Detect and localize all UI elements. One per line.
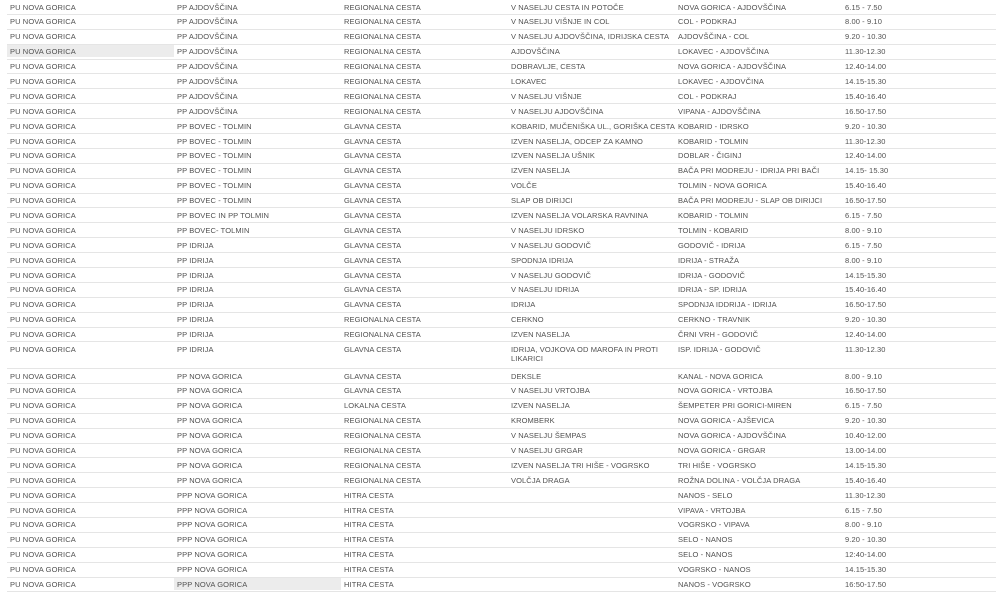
cell-police-station[interactable]: PP NOVA GORICA	[177, 386, 243, 396]
table-row	[7, 429, 996, 444]
cell-time-range[interactable]: 16.50-17.50	[845, 300, 887, 310]
cell-police-station[interactable]: PP IDRIJA	[177, 315, 214, 325]
cell-police-station[interactable]: PP AJDOVŠČINA	[177, 62, 238, 72]
cell-time-range[interactable]: 12:40-14.00	[845, 550, 887, 560]
cell-road-section[interactable]: GODOVIČ - IDRIJA	[678, 240, 746, 250]
cell-road-type[interactable]: REGIONALNA CESTA	[344, 47, 421, 57]
cell-police-directorate[interactable]: PU NOVA GORICA	[10, 196, 76, 206]
table-row	[7, 164, 996, 179]
cell-location[interactable]	[508, 488, 675, 491]
cell-police-station[interactable]: PP BOVEC - TOLMIN	[177, 196, 252, 206]
cell-time-range[interactable]: 6.15 - 7.50	[845, 505, 882, 515]
cell-time-range[interactable]: 16.50-17.50	[845, 386, 887, 396]
cell-police-directorate[interactable]: PU NOVA GORICA	[10, 136, 76, 146]
cell-location[interactable]: IZVEN NASELJA VOLARSKA RAVNINA	[511, 210, 649, 220]
cell-police-station[interactable]: PP BOVEC - TOLMIN	[177, 136, 252, 146]
cell-police-directorate[interactable]: PU NOVA GORICA	[10, 285, 76, 295]
table-row	[7, 208, 996, 223]
cell-road-section[interactable]: VIPAVA - VRTOJBA	[678, 505, 746, 515]
cell-police-station[interactable]: PP IDRIJA	[177, 330, 214, 340]
cell-road-type[interactable]: REGIONALNA CESTA	[344, 106, 421, 116]
table-row	[7, 342, 996, 369]
cell-police-station[interactable]: PP IDRIJA	[177, 270, 214, 280]
cell-time-range[interactable]: 13.00-14.00	[845, 446, 887, 456]
cell-road-type[interactable]: REGIONALNA CESTA	[344, 315, 421, 325]
cell-road-type[interactable]: HITRA CESTA	[344, 490, 394, 500]
table-row	[7, 268, 996, 283]
cell-police-directorate[interactable]: PU NOVA GORICA	[10, 386, 76, 396]
cell-road-section[interactable]: NOVA GORICA - GRGAR	[678, 446, 766, 456]
cell-road-type[interactable]: LOKALNA CESTA	[344, 401, 407, 411]
cell-road-section[interactable]: SPODNJA IDDRIJA - IDRIJA	[678, 300, 777, 310]
table-row	[7, 45, 996, 60]
cell-police-station[interactable]: PPP NOVA GORICA	[177, 490, 248, 500]
cell-road-section[interactable]: KANAL - NOVA GORICA	[678, 371, 763, 381]
cell-road-type[interactable]: GLAVNA CESTA	[344, 225, 402, 235]
cell-road-type[interactable]: REGIONALNA CESTA	[344, 76, 421, 86]
cell-time-range[interactable]: 16:50-17.50	[845, 580, 887, 590]
cell-road-type[interactable]: HITRA CESTA	[344, 535, 394, 545]
cell-location[interactable]: SLAP OB DIRIJCI	[511, 196, 573, 206]
table-row	[7, 518, 996, 533]
cell-road-section[interactable]: NOVA GORICA - AJDOVŠČINA	[678, 2, 787, 12]
cell-police-station[interactable]: PP NOVA GORICA	[177, 475, 243, 485]
table-row	[7, 134, 996, 149]
cell-location[interactable]: V NASELJU ŠEMPAS	[511, 431, 587, 441]
table-row	[7, 548, 996, 563]
cell-road-section[interactable]: COL - PODKRAJ	[678, 17, 737, 27]
cell-police-station[interactable]: PP NOVA GORICA	[177, 416, 243, 426]
cell-road-type[interactable]: GLAVNA CESTA	[344, 166, 402, 176]
cell-police-directorate[interactable]: PU NOVA GORICA	[10, 401, 76, 411]
cell-location[interactable]: VOLČE	[511, 181, 537, 191]
cell-road-section[interactable]: LOKAVEC - AJDOVŠČINA	[678, 47, 770, 57]
cell-police-station[interactable]: PPP NOVA GORICA	[177, 520, 248, 530]
cell-road-section[interactable]: ROŽNA DOLINA - VOLČJA DRAGA	[678, 475, 801, 485]
cell-police-directorate[interactable]: PU NOVA GORICA	[10, 2, 76, 12]
cell-time-range[interactable]: 8.00 - 9.10	[845, 371, 882, 381]
table-row	[7, 444, 996, 459]
cell-location[interactable]: V NASELJU AJDOVŠČINA, IDRIJSKA CESTA	[511, 32, 670, 42]
cell-police-station[interactable]: PP IDRIJA	[177, 240, 214, 250]
cell-police-station[interactable]: PP AJDOVŠČINA	[177, 32, 238, 42]
cell-road-type[interactable]: HITRA CESTA	[344, 520, 394, 530]
cell-police-directorate[interactable]: PU NOVA GORICA	[10, 446, 76, 456]
table-row	[7, 503, 996, 518]
cell-road-section[interactable]: LOKAVEC - AJDOVČINA	[678, 76, 764, 86]
cell-road-type[interactable]: GLAVNA CESTA	[344, 270, 402, 280]
cell-location[interactable]: AJDOVŠČINA	[511, 47, 560, 57]
table-row	[7, 313, 996, 328]
table-row	[7, 533, 996, 548]
cell-time-range[interactable]: 11.30-12.30	[845, 136, 886, 146]
cell-time-range[interactable]: 8.00 - 9.10	[845, 520, 882, 530]
cell-road-section[interactable]: ISP. IDRIJA - GODOVIČ	[678, 344, 761, 354]
cell-time-range[interactable]: 15.40-16.40	[845, 181, 887, 191]
cell-time-range[interactable]: 14.15-15.30	[845, 76, 887, 86]
cell-road-type[interactable]: REGIONALNA CESTA	[344, 460, 421, 470]
cell-road-type[interactable]: GLAVNA CESTA	[344, 371, 402, 381]
cell-police-station[interactable]: PP BOVEC - TOLMIN	[177, 121, 252, 131]
cell-time-range[interactable]: 9.20 - 10.30	[845, 315, 887, 325]
cell-location[interactable]	[508, 503, 675, 506]
cell-time-range[interactable]: 16.50-17.50	[845, 106, 887, 116]
cell-location[interactable]: KOBARID, MUČENIŠKA UL., GORIŠKA CESTA	[511, 121, 676, 131]
cell-location[interactable]: V NASELJU GODOVIČ	[511, 240, 592, 250]
cell-location[interactable]: DEKSLE	[511, 371, 542, 381]
cell-location[interactable]: IZVEN NASELJA, ODCEP ZA KAMNO	[511, 136, 643, 146]
cell-road-type[interactable]: GLAVNA CESTA	[344, 181, 402, 191]
cell-police-station[interactable]: PP BOVEC- TOLMIN	[177, 225, 250, 235]
cell-road-section[interactable]: IDRIJA - GODOVIČ	[678, 270, 746, 280]
cell-road-type[interactable]: GLAVNA CESTA	[344, 255, 402, 265]
table-row	[7, 578, 996, 593]
cell-road-section[interactable]: NOVA GORICA - AJDOVŠČINA	[678, 431, 787, 441]
cell-time-range[interactable]: 6.15 - 7.50	[845, 401, 882, 411]
cell-time-range[interactable]: 14.15-15.30	[845, 460, 887, 470]
table-row	[7, 298, 996, 313]
cell-location[interactable]: V NASELJU VIŠNJE	[511, 91, 582, 101]
cell-road-type[interactable]: REGIONALNA CESTA	[344, 32, 421, 42]
table-row	[7, 473, 996, 488]
cell-time-range[interactable]: 11.30-12.30	[845, 47, 886, 57]
cell-location[interactable]: IZVEN NASELJA UŠNIK	[511, 151, 596, 161]
cell-road-section[interactable]: NOVA GORICA - AJDOVŠČINA	[678, 62, 787, 72]
cell-police-station[interactable]: PP AJDOVŠČINA	[177, 47, 238, 57]
cell-road-type[interactable]: GLAVNA CESTA	[344, 386, 402, 396]
cell-time-range[interactable]: 15.40-16.40	[845, 91, 887, 101]
speed-control-table	[7, 0, 996, 592]
cell-time-range[interactable]: 12.40-14.00	[845, 330, 887, 340]
cell-police-station[interactable]: PP BOVEC - TOLMIN	[177, 166, 252, 176]
cell-location[interactable]: IZVEN NASELJA	[511, 330, 570, 340]
cell-police-directorate[interactable]: PU NOVA GORICA	[10, 505, 76, 515]
cell-road-section[interactable]: TRI HIŠE - VOGRSKO	[678, 460, 757, 470]
cell-police-station[interactable]: PPP NOVA GORICA	[177, 505, 248, 515]
cell-road-section[interactable]: CERKNO - TRAVNIK	[678, 315, 751, 325]
cell-road-section[interactable]: IDRIJA - STRAŽA	[678, 255, 740, 265]
cell-time-range[interactable]: 9.20 - 10.30	[845, 535, 887, 545]
cell-time-range[interactable]: 16.50-17.50	[845, 196, 887, 206]
table-row	[7, 15, 996, 30]
cell-police-directorate[interactable]: PU NOVA GORICA	[10, 330, 76, 340]
cell-police-directorate[interactable]: PU NOVA GORICA	[10, 535, 76, 545]
cell-police-directorate[interactable]: PU NOVA GORICA	[10, 62, 76, 72]
cell-police-directorate[interactable]: PU NOVA GORICA	[10, 565, 76, 575]
cell-road-type[interactable]: REGIONALNA CESTA	[344, 91, 421, 101]
cell-police-directorate[interactable]: PU NOVA GORICA	[10, 431, 76, 441]
table-row	[7, 60, 996, 75]
cell-location[interactable]: VOLČJA DRAGA	[511, 475, 570, 485]
cell-time-range[interactable]: 6.15 - 7.50	[845, 2, 882, 12]
cell-road-section[interactable]: SELO - NANOS	[678, 535, 733, 545]
cell-police-station[interactable]: PP NOVA GORICA	[177, 371, 243, 381]
cell-location[interactable]: IZVEN NASELJA TRI HIŠE - VOGRSKO	[511, 460, 650, 470]
cell-police-station[interactable]: PPP NOVA GORICA	[177, 565, 248, 575]
table-row	[7, 328, 996, 343]
cell-police-station[interactable]: PPP NOVA GORICA	[177, 535, 248, 545]
cell-road-type[interactable]: REGIONALNA CESTA	[344, 416, 421, 426]
cell-time-range[interactable]: 8.00 - 9.10	[845, 225, 882, 235]
cell-police-station[interactable]: PP NOVA GORICA	[177, 431, 243, 441]
cell-location[interactable]: V NASELJU GRGAR	[511, 446, 583, 456]
table-row	[7, 238, 996, 253]
cell-location[interactable]: LOKAVEC	[511, 76, 547, 86]
cell-road-section[interactable]: COL - PODKRAJ	[678, 91, 737, 101]
cell-police-directorate[interactable]: PU NOVA GORICA	[10, 255, 76, 265]
cell-police-directorate[interactable]: PU NOVA GORICA	[10, 460, 76, 470]
cell-road-type[interactable]: HITRA CESTA	[344, 580, 394, 590]
cell-police-station[interactable]: PP AJDOVŠČINA	[177, 106, 238, 116]
cell-road-section[interactable]: ČRNI VRH - GODOVIČ	[678, 330, 759, 340]
cell-location[interactable]: V NASELJU IDRIJA	[511, 285, 580, 295]
cell-police-station[interactable]: PP IDRIJA	[177, 344, 214, 354]
cell-time-range[interactable]: 10.40-12.00	[845, 431, 887, 441]
cell-police-station[interactable]: PP NOVA GORICA	[177, 446, 243, 456]
cell-road-type[interactable]: REGIONALNA CESTA	[344, 431, 421, 441]
cell-police-station[interactable]: PPP NOVA GORICA	[174, 578, 341, 590]
cell-time-range[interactable]: 11.30-12.30	[845, 490, 886, 500]
cell-road-section[interactable]: VOGRSKO - VIPAVA	[678, 520, 750, 530]
cell-police-directorate[interactable]: PU NOVA GORICA	[10, 76, 76, 86]
cell-police-directorate[interactable]: PU NOVA GORICA	[10, 520, 76, 530]
table-row	[7, 74, 996, 89]
cell-police-station[interactable]: PPP NOVA GORICA	[177, 550, 248, 560]
cell-police-directorate[interactable]: PU NOVA GORICA	[10, 210, 76, 220]
cell-police-directorate[interactable]: PU NOVA GORICA	[10, 580, 76, 590]
table-row	[7, 253, 996, 268]
cell-location[interactable]: KROMBERK	[511, 416, 555, 426]
table-row	[7, 89, 996, 104]
cell-location[interactable]: V NASELJU VRTOJBA	[511, 386, 590, 396]
cell-time-range[interactable]: 9.20 - 10.30	[845, 416, 887, 426]
cell-road-section[interactable]: NANOS - VOGRSKO	[678, 580, 751, 590]
table-row	[7, 488, 996, 503]
cell-police-station[interactable]: PP NOVA GORICA	[177, 401, 243, 411]
cell-road-type[interactable]: GLAVNA CESTA	[344, 240, 402, 250]
cell-road-section[interactable]: NOVA GORICA - VRTOJBA	[678, 386, 773, 396]
cell-road-section[interactable]: KOBARID - TOLMIN	[678, 210, 749, 220]
cell-police-directorate[interactable]: PU NOVA GORICA	[10, 344, 76, 354]
cell-location[interactable]: IZVEN NASELJA	[511, 166, 570, 176]
cell-time-range[interactable]: 14.15-15.30	[845, 565, 887, 575]
cell-road-type[interactable]: HITRA CESTA	[344, 505, 394, 515]
cell-location[interactable]: V NASELJU GODOVIČ	[511, 270, 592, 280]
cell-police-directorate[interactable]: PU NOVA GORICA	[10, 300, 76, 310]
cell-road-type[interactable]: REGIONALNA CESTA	[344, 17, 421, 27]
cell-police-directorate[interactable]: PU NOVA GORICA	[10, 240, 76, 250]
cell-location[interactable]: V NASELJU IDRSKO	[511, 225, 585, 235]
cell-police-directorate[interactable]: PU NOVA GORICA	[10, 121, 76, 131]
cell-location[interactable]: V NASELJU VIŠNJE IN COL	[511, 17, 610, 27]
cell-road-type[interactable]: GLAVNA CESTA	[344, 151, 402, 161]
cell-road-type[interactable]: REGIONALNA CESTA	[344, 475, 421, 485]
cell-road-type[interactable]: HITRA CESTA	[344, 550, 394, 560]
cell-time-range[interactable]: 8.00 - 9.10	[845, 255, 882, 265]
cell-road-section[interactable]: NOVA GORICA - AJŠEVICA	[678, 416, 775, 426]
cell-police-directorate[interactable]: PU NOVA GORICA	[10, 550, 76, 560]
cell-road-section[interactable]: DOBLAR - ČIGINJ	[678, 151, 742, 161]
cell-police-directorate[interactable]: PU NOVA GORICA	[10, 225, 76, 235]
cell-police-directorate[interactable]: PU NOVA GORICA	[10, 270, 76, 280]
cell-time-range[interactable]: 14.15-15.30	[845, 270, 887, 280]
cell-road-type[interactable]: REGIONALNA CESTA	[344, 446, 421, 456]
cell-police-station[interactable]: PP BOVEC - TOLMIN	[177, 181, 252, 191]
cell-police-station[interactable]: PP AJDOVŠČINA	[177, 2, 238, 12]
cell-time-range[interactable]: 15.40-16.40	[845, 285, 887, 295]
cell-police-directorate[interactable]: PU NOVA GORICA	[10, 91, 76, 101]
cell-time-range[interactable]: 15.40-16.40	[845, 475, 887, 485]
table-row	[7, 369, 996, 384]
table-row	[7, 149, 996, 164]
cell-road-type[interactable]: GLAVNA CESTA	[344, 300, 402, 310]
cell-location[interactable]	[508, 548, 675, 551]
cell-road-type[interactable]: GLAVNA CESTA	[344, 121, 402, 131]
cell-time-range[interactable]: 9.20 - 10.30	[845, 121, 887, 131]
cell-police-station[interactable]: PP AJDOVŠČINA	[177, 76, 238, 86]
table-row	[7, 563, 996, 578]
table-row	[7, 194, 996, 209]
cell-police-station[interactable]: PP BOVEC IN PP TOLMIN	[177, 210, 269, 220]
cell-time-range[interactable]: 11.30-12.30	[845, 344, 886, 354]
table-row	[7, 384, 996, 399]
cell-road-section[interactable]: BAČA PRI MODREJU - IDRIJA PRI BAČI	[678, 166, 820, 176]
cell-road-section[interactable]: IDRIJA - SP. IDRIJA	[678, 285, 747, 295]
cell-location[interactable]	[508, 563, 675, 566]
table-row	[7, 458, 996, 473]
cell-time-range[interactable]: 9.20 - 10.30	[845, 32, 887, 42]
cell-road-section[interactable]: AJDOVŠČINA - COL	[678, 32, 750, 42]
cell-police-directorate[interactable]: PU NOVA GORICA	[10, 371, 76, 381]
table-row	[7, 399, 996, 414]
cell-location[interactable]: SPODNJA IDRIJA	[511, 255, 574, 265]
cell-police-station[interactable]: PP IDRIJA	[177, 255, 214, 265]
cell-road-section[interactable]: ŠEMPETER PRI GORICI-MIREN	[678, 401, 792, 411]
cell-road-type[interactable]: GLAVNA CESTA	[344, 210, 402, 220]
cell-police-directorate[interactable]: PU NOVA GORICA	[10, 166, 76, 176]
cell-road-section[interactable]: SELO - NANOS	[678, 550, 733, 560]
cell-police-station[interactable]: PP NOVA GORICA	[177, 460, 243, 470]
cell-police-directorate[interactable]: PU NOVA GORICA	[7, 45, 174, 57]
cell-road-section[interactable]: TOLMIN - KOBARID	[678, 225, 749, 235]
cell-road-type[interactable]: GLAVNA CESTA	[344, 196, 402, 206]
cell-police-directorate[interactable]: PU NOVA GORICA	[10, 151, 76, 161]
cell-road-section[interactable]: VIPANA - AJDOVŠČINA	[678, 106, 761, 116]
table-row	[7, 30, 996, 45]
cell-location[interactable]	[508, 518, 675, 521]
cell-time-range[interactable]: 12.40-14.00	[845, 62, 887, 72]
cell-time-range[interactable]: 14.15- 15.30	[845, 166, 889, 176]
cell-location[interactable]: DOBRAVLJE, CESTA	[511, 62, 586, 72]
cell-police-station[interactable]: PP AJDOVŠČINA	[177, 17, 238, 27]
cell-location[interactable]: CERKNO	[511, 315, 544, 325]
cell-road-section[interactable]: VOGRSKO - NANOS	[678, 565, 751, 575]
cell-police-station[interactable]: PP IDRIJA	[177, 285, 214, 295]
table-row	[7, 179, 996, 194]
table-row	[7, 283, 996, 298]
table-row	[7, 223, 996, 238]
cell-police-directorate[interactable]: PU NOVA GORICA	[10, 315, 76, 325]
cell-police-directorate[interactable]: PU NOVA GORICA	[10, 17, 76, 27]
cell-location[interactable]: IDRIJA	[511, 300, 536, 310]
cell-police-station[interactable]: PP BOVEC - TOLMIN	[177, 151, 252, 161]
cell-time-range[interactable]: 6.15 - 7.50	[845, 210, 882, 220]
cell-road-type[interactable]: HITRA CESTA	[344, 565, 394, 575]
cell-location[interactable]	[508, 578, 675, 581]
cell-road-type[interactable]: REGIONALNA CESTA	[344, 330, 421, 340]
cell-road-type[interactable]: REGIONALNA CESTA	[344, 62, 421, 72]
cell-location[interactable]: V NASELJU AJDOVŠČINA	[511, 106, 604, 116]
cell-police-directorate[interactable]: PU NOVA GORICA	[10, 490, 76, 500]
cell-police-directorate[interactable]: PU NOVA GORICA	[10, 181, 76, 191]
cell-road-type[interactable]: GLAVNA CESTA	[344, 344, 402, 354]
cell-police-station[interactable]: PP AJDOVŠČINA	[177, 91, 238, 101]
cell-road-section[interactable]: NANOS - SELO	[678, 490, 733, 500]
cell-location[interactable]: IDRIJA, VOJKOVA OD MAROFA IN PROTI LIKARICI	[511, 344, 659, 364]
cell-time-range[interactable]: 6.15 - 7.50	[845, 240, 882, 250]
table-row	[7, 0, 996, 15]
cell-road-type[interactable]: GLAVNA CESTA	[344, 136, 402, 146]
cell-location[interactable]: V NASELJU CESTA IN POTOČE	[511, 2, 624, 12]
cell-road-type[interactable]: GLAVNA CESTA	[344, 285, 402, 295]
table-row	[7, 414, 996, 429]
cell-police-directorate[interactable]: PU NOVA GORICA	[10, 416, 76, 426]
cell-police-station[interactable]: PP IDRIJA	[177, 300, 214, 310]
cell-location[interactable]	[508, 533, 675, 536]
cell-police-directorate[interactable]: PU NOVA GORICA	[10, 32, 76, 42]
cell-road-section[interactable]: KOBARID - TOLMIN	[678, 136, 749, 146]
cell-road-section[interactable]: KOBARID - IDRSKO	[678, 121, 749, 131]
cell-time-range[interactable]: 8.00 - 9.10	[845, 17, 882, 27]
cell-location[interactable]: IZVEN NASELJA	[511, 401, 570, 411]
cell-road-section[interactable]: TOLMIN - NOVA GORICA	[678, 181, 767, 191]
cell-time-range[interactable]: 12.40-14.00	[845, 151, 887, 161]
cell-road-type[interactable]: REGIONALNA CESTA	[344, 2, 421, 12]
table-row	[7, 104, 996, 119]
table-row	[7, 119, 996, 134]
cell-police-directorate[interactable]: PU NOVA GORICA	[10, 475, 76, 485]
cell-police-directorate[interactable]: PU NOVA GORICA	[10, 106, 76, 116]
cell-road-section[interactable]: BAČA PRI MODREJU - SLAP OB DIRIJCI	[678, 196, 823, 206]
